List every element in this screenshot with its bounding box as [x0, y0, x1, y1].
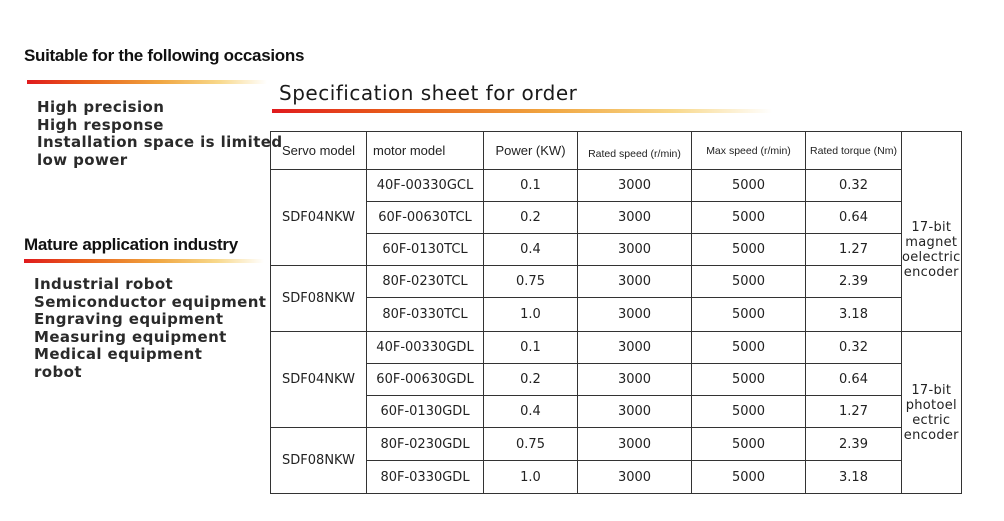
header-power: Power (KW) — [484, 132, 578, 170]
rated-speed-cell: 3000 — [578, 332, 692, 364]
rated-speed-cell: 3000 — [578, 428, 692, 461]
encoder-cell-magnetoelectric — [902, 170, 962, 332]
rated-speed-cell: 3000 — [578, 266, 692, 298]
header-rated-speed: Rated speed (r/min) — [578, 132, 692, 170]
rated-torque-cell: 1.27 — [806, 396, 902, 428]
motor-model-cell: 80F-0330TCL — [367, 298, 484, 332]
max-speed-cell: 5000 — [692, 332, 806, 364]
occasions-heading: Suitable for the following occasions — [24, 46, 305, 65]
motor-model-cell: 80F-0330GDL — [367, 461, 484, 494]
table-row — [271, 332, 962, 364]
rated-torque-cell: 0.32 — [806, 170, 902, 202]
max-speed-cell: 5000 — [692, 202, 806, 234]
table-row — [271, 234, 962, 266]
rated-torque-cell: 0.64 — [806, 364, 902, 396]
occasions-list — [37, 99, 283, 169]
rated-speed-cell: 3000 — [578, 202, 692, 234]
power-cell: 0.4 — [484, 396, 578, 428]
spec-table — [270, 131, 962, 494]
motor-model-cell: 40F-00330GDL — [367, 332, 484, 364]
rated-torque-cell: 1.27 — [806, 234, 902, 266]
occasion-item: High precision — [37, 98, 165, 116]
servo-model-cell: SDF08NKW — [271, 428, 367, 494]
rated-speed-cell: 3000 — [578, 298, 692, 332]
encoder-line: 17-bit — [911, 382, 952, 398]
motor-model-cell: 80F-0230GDL — [367, 428, 484, 461]
motor-model-cell: 80F-0230TCL — [367, 266, 484, 298]
occasion-item: Installation space is limited — [37, 133, 283, 151]
rated-torque-cell: 2.39 — [806, 428, 902, 461]
rated-speed-cell: 3000 — [578, 461, 692, 494]
rated-torque-cell: 0.32 — [806, 332, 902, 364]
servo-model-cell: SDF04NKW — [271, 170, 367, 266]
power-cell: 0.4 — [484, 234, 578, 266]
motor-model-cell: 40F-00330GCL — [367, 170, 484, 202]
table-row — [271, 364, 962, 396]
industry-heading: Mature application industry — [24, 235, 238, 254]
spec-title: Specification sheet for order — [279, 81, 578, 105]
motor-model-cell: 60F-00630TCL — [367, 202, 484, 234]
industry-list — [34, 276, 266, 381]
header-rated-torque: Rated torque (Nm) — [806, 132, 902, 170]
encoder-line: encoder — [903, 427, 959, 443]
power-cell: 1.0 — [484, 461, 578, 494]
max-speed-cell: 5000 — [692, 266, 806, 298]
rated-speed-cell: 3000 — [578, 396, 692, 428]
max-speed-cell: 5000 — [692, 234, 806, 266]
motor-model-cell: 60F-00630GDL — [367, 364, 484, 396]
encoder-line: ectric — [912, 412, 951, 428]
industry-item: Industrial robot — [34, 275, 174, 293]
table-header-row — [271, 132, 962, 170]
power-cell: 0.75 — [484, 428, 578, 461]
power-cell: 0.75 — [484, 266, 578, 298]
table-row — [271, 170, 962, 202]
occasion-item: low power — [37, 150, 128, 169]
rated-speed-cell: 3000 — [578, 234, 692, 266]
encoder-line: magnet — [905, 235, 958, 251]
servo-model-cell: SDF04NKW — [271, 332, 367, 428]
encoder-line: oelectric — [902, 250, 961, 266]
max-speed-cell: 5000 — [692, 170, 806, 202]
table-row — [271, 428, 962, 461]
rated-torque-cell: 3.18 — [806, 298, 902, 332]
occasion-item: High response — [37, 115, 164, 134]
industry-item: Measuring equipment — [34, 327, 227, 346]
encoder-line: encoder — [903, 265, 959, 281]
encoder-line: 17-bit — [911, 220, 952, 236]
spec-title-underline — [272, 109, 772, 113]
table-row — [271, 202, 962, 234]
servo-model-cell: SDF08NKW — [271, 266, 367, 332]
motor-model-cell: 60F-0130TCL — [367, 234, 484, 266]
rated-torque-cell: 0.64 — [806, 202, 902, 234]
rated-speed-cell: 3000 — [578, 170, 692, 202]
table-row — [271, 298, 962, 332]
industry-item: Semiconductor equipment — [34, 292, 267, 311]
power-cell: 0.2 — [484, 364, 578, 396]
max-speed-cell: 5000 — [692, 396, 806, 428]
rated-torque-cell: 2.39 — [806, 266, 902, 298]
encoder-line: photoel — [905, 397, 957, 413]
max-speed-cell: 5000 — [692, 364, 806, 396]
power-cell: 1.0 — [484, 298, 578, 332]
header-servo-model: Servo model — [271, 132, 367, 170]
rated-torque-cell: 3.18 — [806, 461, 902, 494]
motor-model-cell: 60F-0130GDL — [367, 396, 484, 428]
max-speed-cell: 5000 — [692, 298, 806, 332]
occasions-underline — [27, 80, 267, 84]
table-row — [271, 396, 962, 428]
max-speed-cell: 5000 — [692, 428, 806, 461]
header-max-speed: Max speed (r/min) — [692, 132, 806, 170]
max-speed-cell: 5000 — [692, 461, 806, 494]
table-row — [271, 461, 962, 494]
industry-item: robot — [34, 362, 82, 381]
header-motor-model: motor model — [367, 132, 484, 170]
encoder-cell-photoelectric — [902, 332, 962, 494]
industry-item: Medical equipment — [34, 345, 203, 363]
power-cell: 0.1 — [484, 170, 578, 202]
header-encoder-blank — [902, 132, 962, 170]
table-row — [271, 266, 962, 298]
rated-speed-cell: 3000 — [578, 364, 692, 396]
industry-item: Engraving equipment — [34, 310, 224, 328]
power-cell: 0.2 — [484, 202, 578, 234]
power-cell: 0.1 — [484, 332, 578, 364]
industry-underline — [24, 259, 264, 263]
